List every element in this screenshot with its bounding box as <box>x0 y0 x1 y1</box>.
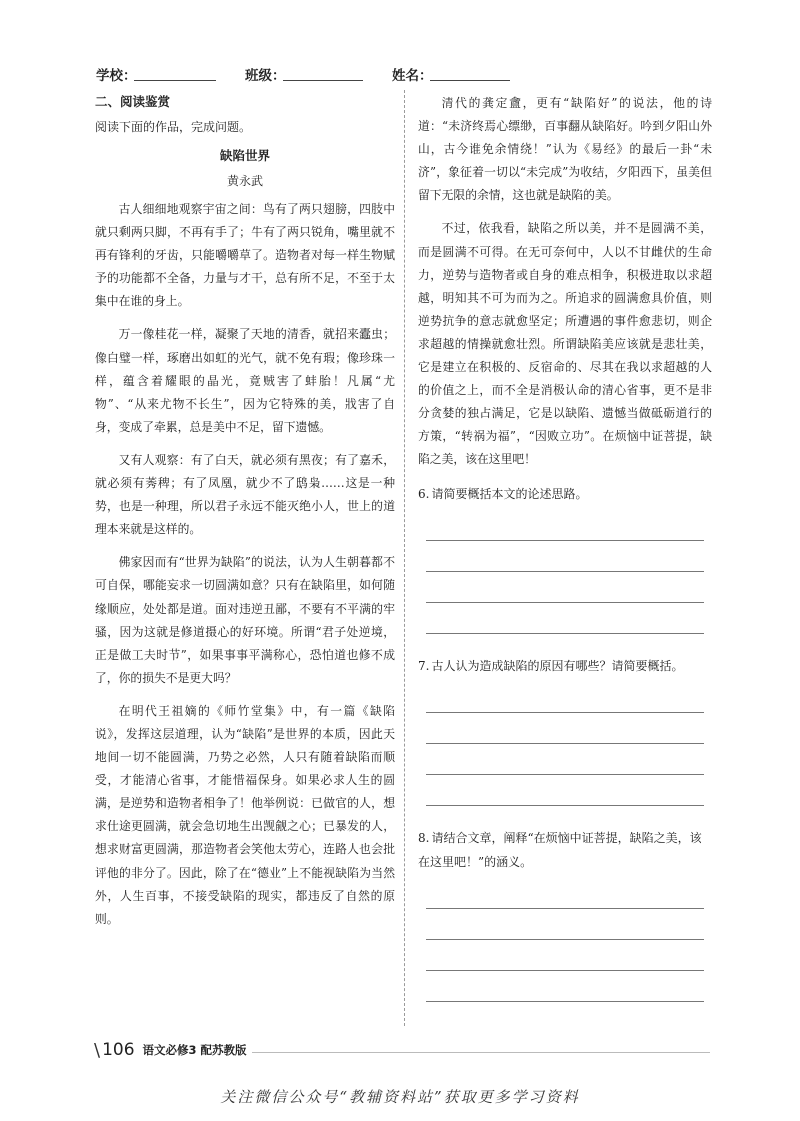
article-paragraph: 清代的龚定盦，更有“缺陷好”的说法，他的诗道：“未济终焉心缥缈，百事翻从缺陷好。吟到夕阳山外山，古今谁免余情绕！”认为《易经》的最后一卦“未济”，象征着一切以“未完成”为收结，夕阳西下，虽美但留下无限的余情，这也就是缺陷的美。 <box>418 96 712 203</box>
section-intro: 阅读下面的作品，完成问题。 <box>95 120 252 134</box>
answer-line[interactable] <box>426 913 704 940</box>
book-title: 语文必修3 配苏教版 <box>142 1043 247 1057</box>
article-paragraph: 不过，依我看，缺陷之所以美，并不是圆满不美，而是圆满不可得。在无可奈何中，人以不甘雌伏的生命力，逆势与造物者或自身的难点相争，积极进取以求超越，明知其不可为而为之。所追求的圆满愈具价值，则逆势抗争的意志就愈坚定；所遭遇的事件愈悲切，则企求超越的情操就愈壮烈。所谓缺陷美应该就是悲壮美，它是建立在积极的、反宿命的、尽其在我以求超越的人的价值之上，而不全是消极认命的清心省事，更不是非分贪婪的独占满足，它是以缺陷、遗憾当做砥砺道行的方策，“转祸为福”，“因败立功”。在烦恼中证菩提，缺陷之美，该在这里吧！ <box>418 221 712 467</box>
page-slash-mark: \ <box>94 1039 101 1061</box>
answer-area-6[interactable] <box>426 514 712 634</box>
school-field[interactable] <box>134 80 216 81</box>
bottom-note: 关注微信公众号“教辅资料站”获取更多学习资料 <box>220 1088 580 1106</box>
answer-line[interactable] <box>426 607 704 634</box>
footer-rule <box>252 1052 710 1053</box>
right-column <box>418 92 712 1022</box>
article-paragraph: 又有人观察：有了白天，就必须有黑夜；有了嘉禾，就必须有莠稗；有了凤凰，就少不了鸱枭……这是一种势，也是一种理，所以君子永远不能灭绝小人，世上的道理本来就是这样的。 <box>95 452 395 537</box>
question-8 <box>418 826 712 1002</box>
answer-line[interactable] <box>426 748 704 775</box>
page-footer <box>94 1038 247 1062</box>
answer-line[interactable] <box>426 882 704 909</box>
question-number: 6. <box>418 486 430 501</box>
answer-line[interactable] <box>426 576 704 603</box>
question-number: 8. <box>418 830 430 845</box>
section-title: 二、阅读鉴赏 <box>95 94 171 109</box>
answer-line[interactable] <box>426 686 704 713</box>
school-label: 学校： <box>96 68 137 84</box>
answer-line[interactable] <box>426 975 704 1002</box>
question-6 <box>418 482 712 634</box>
student-info-header <box>0 64 800 88</box>
article-author: 黄永武 <box>226 174 263 188</box>
question-text: 请简要概括本文的论述思路。 <box>431 486 588 501</box>
article-paragraph: 佛家因而有“世界为缺陷”的说法，认为人生朝暮都不可自保，哪能妄求一切圆满如意？只有在缺陷里，如何随缘顺应，处处都是道。面对违逆丑鄙，不要有不平满的牢骚，因为这就是修道摄心的好环境。所谓“君子处逆境，正是做工夫时节”，如果事事平满称心，恐怕道也修不成了，你的损失不是更大吗？ <box>95 555 395 685</box>
name-field[interactable] <box>430 80 510 81</box>
article-paragraph: 万一像桂花一样，凝聚了天地的清香，就招来蠹虫；像白璧一样，琢磨出如虹的光气，就不免有瑕；像珍珠一样，蕴含着耀眼的晶光，竟贼害了蚌胎！凡属“尤物”、“从来尤物不长生”，因为它特殊的美，戕害了自身，变成了牵累，总是美中不足，留下遗憾。 <box>95 327 395 434</box>
class-field[interactable] <box>283 80 363 81</box>
article-paragraph: 在明代王祖嫡的《师竹堂集》中，有一篇《缺陷说》，发挥这层道理，认为“缺陷”是世界的本质，因此天地间一切不能圆满，乃势之必然，人只有随着缺陷而顺受，才能清心省事，才能惜福保身。如果必求人生的圆满，是逆势和造物者相争了！他举例说：已做官的人，想求仕途更圆满，就会急切地生出觊觎之心；已暴发的人，想求财富更圆满，那造物者会笑他太劳心，连路人也会批评他的非分了。因此，除了在“德业”上不能视缺陷为当然外，人生百事，不接受缺陷的现实，都违反了自然的原则。 <box>95 703 395 926</box>
question-text: 请结合文章，阐释“在烦恼中证菩提，缺陷之美，该在这里吧！”的涵义。 <box>418 830 702 869</box>
name-label: 姓名： <box>392 68 433 84</box>
column-divider <box>404 90 405 1026</box>
class-label: 班级： <box>245 68 286 84</box>
answer-line[interactable] <box>426 514 704 541</box>
answer-area-7[interactable] <box>426 686 712 806</box>
answer-line[interactable] <box>426 717 704 744</box>
article-paragraph: 古人细细地观察宇宙之间：鸟有了两只翅膀，四肢中就只剩两只脚，不再有手了；牛有了两只锐角，嘴里就不再有锋利的牙齿，只能嚼嚼草了。造物者对每一样生物赋予的功能都不全备，力量与才干，总有所不足，不至于太集中在谁的身上。 <box>95 202 395 309</box>
answer-area-8[interactable] <box>426 882 712 1002</box>
left-column <box>95 92 395 941</box>
question-text: 古人认为造成缺陷的原因有哪些？请简要概括。 <box>431 658 684 673</box>
answer-line[interactable] <box>426 779 704 806</box>
answer-line[interactable] <box>426 944 704 971</box>
article-title: 缺陷世界 <box>219 148 270 163</box>
page-number: 106 <box>102 1040 135 1060</box>
answer-line[interactable] <box>426 545 704 572</box>
question-number: 7. <box>418 658 430 673</box>
question-7 <box>418 654 712 806</box>
